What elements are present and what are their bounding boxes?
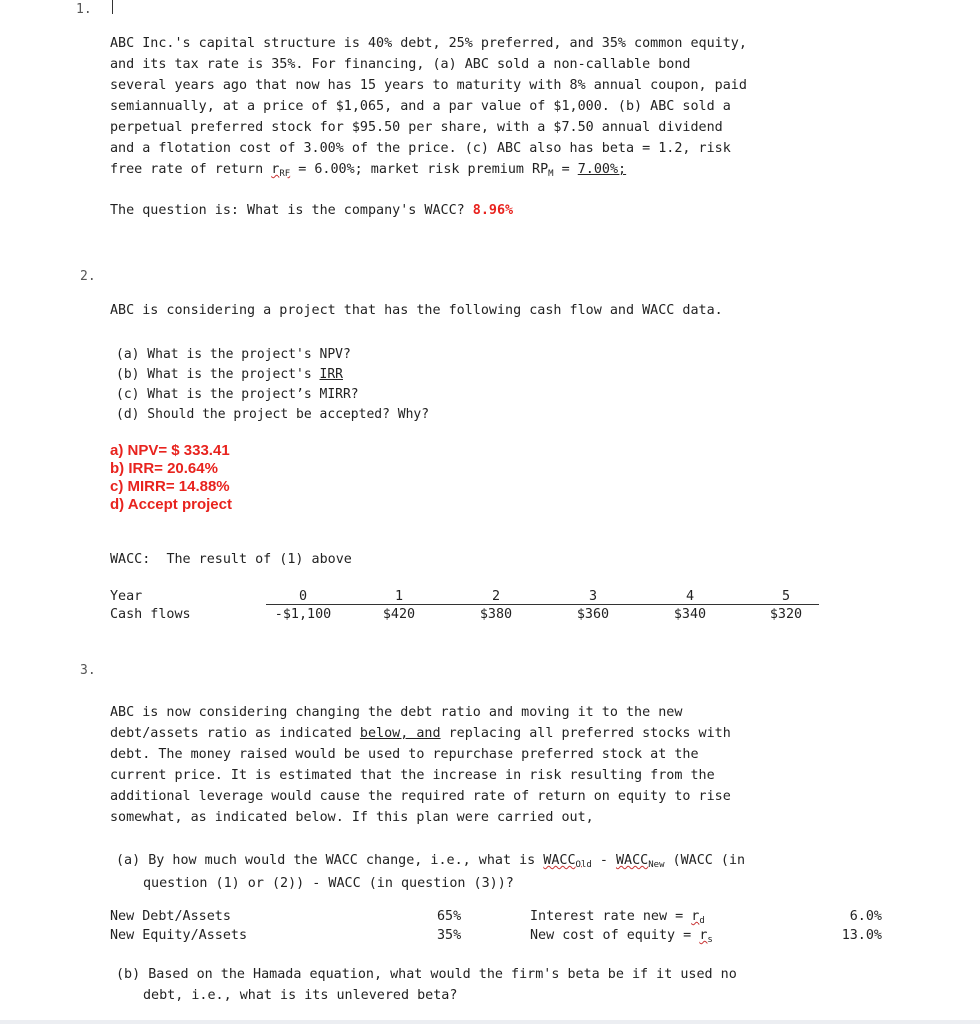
market-risk-premium-value: 7.00%; xyxy=(577,162,627,177)
q2-item-text: (b) What is the project's xyxy=(116,367,320,382)
wacc-old-subscript: Old xyxy=(575,860,592,870)
below-and-link-text: below, and xyxy=(359,726,441,741)
q2-item: (a) What is the project's NPV? xyxy=(116,347,351,362)
q1-question-text: The question is: What is the company's WACC? xyxy=(110,203,465,218)
mirr-answer: c) MIRR= 14.88% xyxy=(110,478,230,495)
q1-text-fragment: = xyxy=(553,162,578,177)
cash-flow-cell: $420 xyxy=(382,607,416,622)
wacc-old-text: WACC xyxy=(543,853,576,868)
wacc-new-text: WACC xyxy=(615,853,649,868)
wacc-line xyxy=(110,552,352,567)
interest-rate-value: 6.0% xyxy=(849,909,882,924)
cash-flow-cell: $360 xyxy=(576,607,610,622)
cash-flows-label: Cash flows xyxy=(110,607,191,622)
q2-item xyxy=(116,365,429,385)
cash-flow-cell: $320 xyxy=(769,607,803,622)
q3-line: somewhat, as indicated below. If this plan were carried out, xyxy=(110,810,594,825)
rrf-r: r xyxy=(271,162,280,177)
year-cell: 5 xyxy=(781,589,791,604)
rpm-subscript: M xyxy=(548,169,554,179)
part-b-line-2: debt, i.e., what is its unlevered beta? xyxy=(143,988,458,1003)
part-b-line-1: (b) Based on the Hamada equation, what would the firm's beta be if it used no xyxy=(116,967,737,982)
accept-answer: d) Accept project xyxy=(110,496,232,513)
q1-line: perpetual preferred stock for $95.50 per share, with a $7.50 annual dividend xyxy=(110,120,723,135)
wacc-label: WACC: xyxy=(110,552,151,567)
irr-word: IRR xyxy=(319,367,343,382)
q1-line: and a flotation cost of 3.00% of the price. (c) ABC also has beta = 1.2, risk xyxy=(110,141,731,156)
q3-line: current price. It is estimated that the increase in risk resulting from the xyxy=(110,768,715,783)
cash-flow-cell: $340 xyxy=(673,607,707,622)
new-debt-assets-label: New Debt/Assets xyxy=(110,909,231,924)
rd-r: r xyxy=(691,909,700,924)
cost-of-equity-label xyxy=(530,928,713,943)
cash-flow-cell: -$1,100 xyxy=(274,607,332,622)
rd-subscript: d xyxy=(699,916,705,926)
year-cell: 1 xyxy=(394,589,404,604)
q1-text-fragment: free rate of return xyxy=(110,162,272,177)
year-cell: 2 xyxy=(491,589,501,604)
cost-of-equity-value: 13.0% xyxy=(841,928,882,943)
q3-line: ABC is now considering changing the debt ratio and moving it to the new xyxy=(110,705,683,720)
question-3-text xyxy=(110,702,731,828)
q3-part-a xyxy=(116,850,745,894)
q2-item: (d) Should the project be accepted? Why? xyxy=(116,407,430,422)
q3-text-fragment: debt/assets ratio as indicated xyxy=(110,726,360,741)
q1-text-fragment: = 6.00%; market risk premium RP xyxy=(290,162,549,177)
q3-text-fragment: replacing all preferred stocks with xyxy=(440,726,731,741)
q2-intro: ABC is considering a project that has the following cash flow and WACC data. xyxy=(110,303,723,318)
table-rule xyxy=(266,604,819,605)
q2-answers xyxy=(110,442,232,514)
q2-question-list xyxy=(116,345,429,425)
part-a-line-1 xyxy=(116,850,745,873)
rd-symbol xyxy=(691,909,704,924)
wacc-new-subscript: New xyxy=(648,860,665,870)
wacc-value: The result of (1) above xyxy=(166,552,352,567)
q1-line: semiannually, at a price of $1,065, and a par value of $1,000. (b) ABC sold a xyxy=(110,99,731,114)
question-1-number: 1. xyxy=(76,2,92,17)
page-bottom-band xyxy=(0,1020,980,1024)
q3-line: additional leverage would cause the required rate of return on equity to rise xyxy=(110,789,731,804)
part-a-text: (a) By how much would the WACC change, i.e., what is xyxy=(116,853,544,868)
year-cell: 3 xyxy=(588,589,598,604)
rs-subscript: s xyxy=(707,935,713,945)
wacc-new xyxy=(616,853,665,868)
question-2-number: 2. xyxy=(80,269,96,284)
q3-line: debt. The money raised would be used to repurchase preferred stock at the xyxy=(110,747,699,762)
q3-line xyxy=(110,723,731,744)
new-debt-assets-value: 65% xyxy=(437,909,462,924)
text-cursor xyxy=(112,0,113,14)
npv-answer: a) NPV= $ 333.41 xyxy=(110,442,230,459)
rs-symbol xyxy=(699,928,712,943)
question-1-text xyxy=(110,33,747,182)
q1-line: ABC Inc.'s capital structure is 40% debt, 25% preferred, and 35% common equity, xyxy=(110,36,747,51)
part-a-text: (WACC (in xyxy=(664,853,746,868)
part-a-line-2: question (1) or (2)) - WACC (in question (3))? xyxy=(143,876,514,891)
q2-item: (c) What is the project’s MIRR? xyxy=(116,387,359,402)
interest-rate-label xyxy=(530,909,705,924)
year-cell: 0 xyxy=(298,589,308,604)
q1-answer: 8.96% xyxy=(472,203,514,218)
wacc-old xyxy=(543,853,592,868)
q1-line: and its tax rate is 35%. For financing, (a) ABC sold a non-callable bond xyxy=(110,57,691,72)
question-1-prompt xyxy=(110,203,513,218)
part-a-minus: - xyxy=(591,853,616,868)
rs-r: r xyxy=(699,928,708,943)
cash-flow-cell: $380 xyxy=(479,607,513,622)
year-label: Year xyxy=(110,589,143,604)
interest-rate-text: Interest rate new = xyxy=(530,909,692,924)
q1-line: several years ago that now has 15 years to maturity with 8% annual coupon, paid xyxy=(110,78,747,93)
q3-part-b xyxy=(116,964,737,1006)
year-cell: 4 xyxy=(685,589,695,604)
rrf-symbol xyxy=(271,162,290,177)
cost-of-equity-text: New cost of equity = xyxy=(530,928,700,943)
irr-answer: b) IRR= 20.64% xyxy=(110,460,218,477)
question-3-number: 3. xyxy=(80,663,96,678)
new-equity-assets-value: 35% xyxy=(437,928,462,943)
q1-line-last xyxy=(110,159,747,182)
rrf-subscript: RF xyxy=(279,169,291,179)
new-equity-assets-label: New Equity/Assets xyxy=(110,928,248,943)
